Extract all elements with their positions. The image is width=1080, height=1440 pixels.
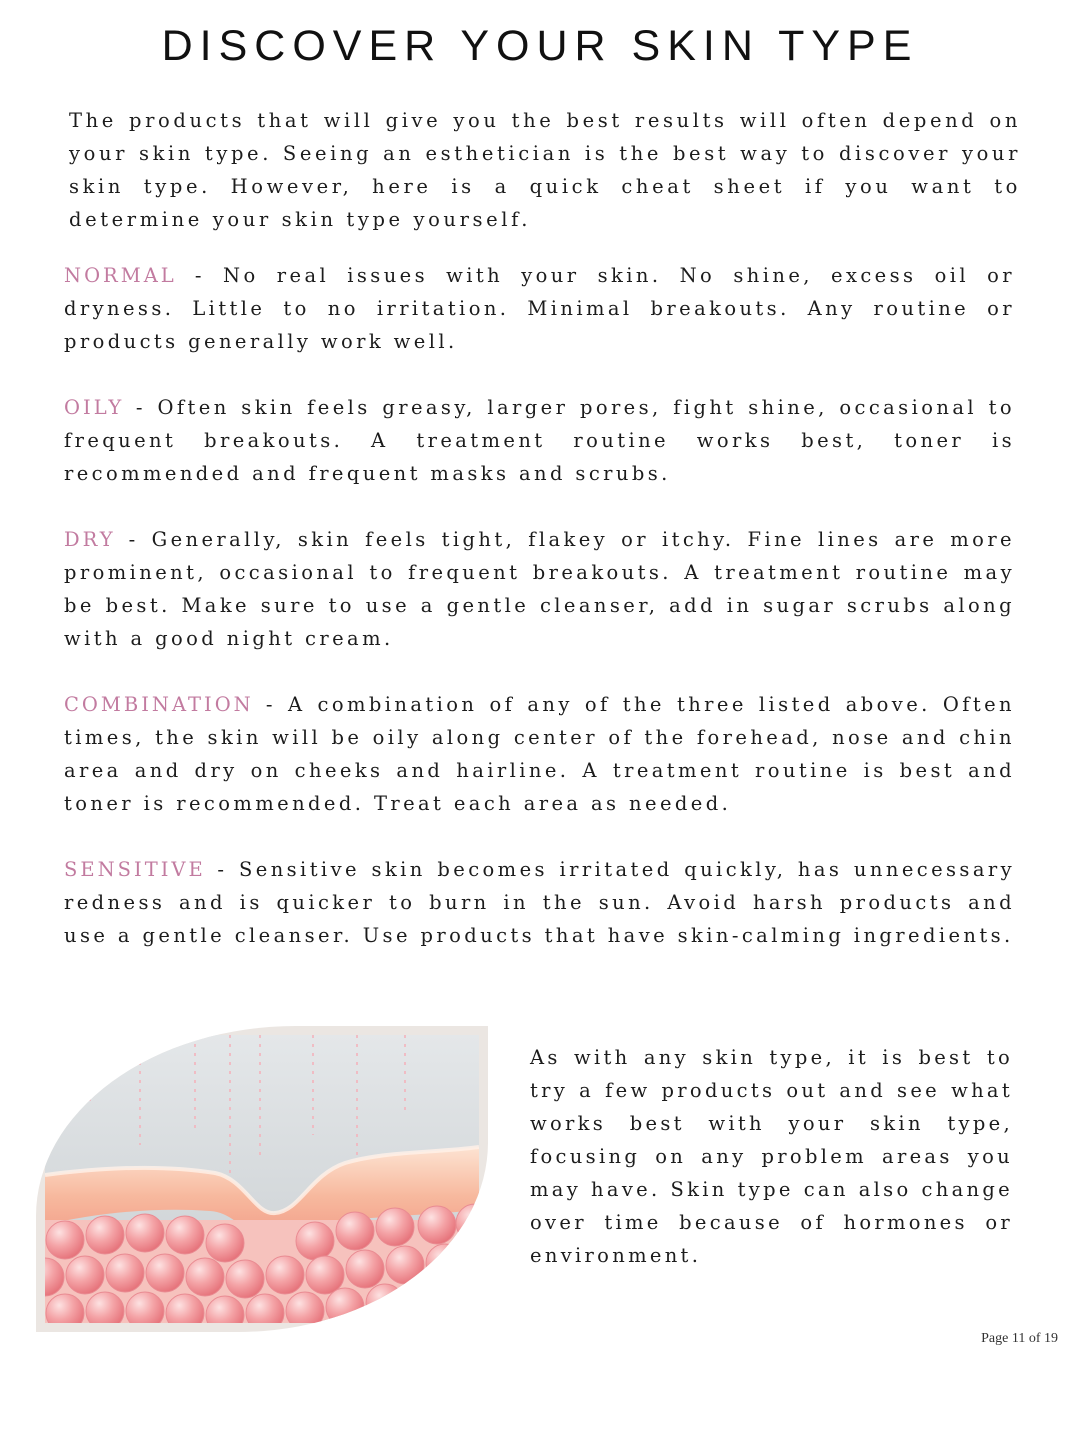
skin-type-name: DRY [64, 528, 116, 551]
skin-type-description: - A combination of any of the three listed above. Often times, the skin will be oily along center of the forehead, nose and chin area and dry on cheeks and hairline. A treatment routine is best and toner is recommended. Treat each area as needed. [64, 693, 1015, 815]
skin-cells-image [45, 1035, 479, 1323]
skin-type-sensitive [64, 853, 1015, 952]
page-number: Page 11 of 19 [981, 1331, 1058, 1346]
skin-type-dry [64, 523, 1015, 655]
skin-type-description: - Sensitive skin becomes irritated quickly, has unnecessary redness and is quicker to burn in the sun. Avoid harsh products and use a gentle cleanser. Use products that have skin-calming ingredients. [64, 858, 1015, 947]
skin-type-list [64, 259, 1015, 985]
intro-paragraph: The products that will give you the best results will often depend on your skin type. Seeing an esthetician is the best way to discover your skin type. However, here is a quick cheat sheet if you want to determine your skin type yourself. [69, 109, 1021, 231]
skin-type-oily [64, 391, 1015, 490]
skin-type-name: NORMAL [64, 264, 177, 287]
skin-type-description: - Generally, skin feels tight, flakey or itchy. Fine lines are more prominent, occasional to frequent breakouts. A treatment routine may be best. Make sure to use a gentle cleanser, add in sugar scrubs along with a good night cream. [64, 528, 1015, 650]
skin-type-description: - Often skin feels greasy, larger pores, fight shine, occasional to frequent breakouts. A treatment routine works best, toner is recommended and frequent masks and scrubs. [64, 396, 1015, 485]
skin-layers-illustration [36, 1026, 488, 1332]
skin-type-name: OILY [64, 396, 125, 419]
skin-type-normal [64, 259, 1015, 358]
skin-type-combination [64, 688, 1015, 820]
page-title: DISCOVER YOUR SKIN TYPE [161, 22, 919, 70]
skin-type-name: COMBINATION [64, 693, 254, 716]
skin-type-description: - No real issues with your skin. No shine, excess oil or dryness. Little to no irritation. Minimal breakouts. Any routine or products generally work well. [64, 264, 1015, 353]
closing-paragraph: As with any skin type, it is best to try a few products out and see what works best with your skin type, focusing on any problem areas you may have. Skin type can also change over time because of hormones or environment. [530, 1046, 1013, 1267]
skin-type-name: SENSITIVE [64, 858, 206, 881]
